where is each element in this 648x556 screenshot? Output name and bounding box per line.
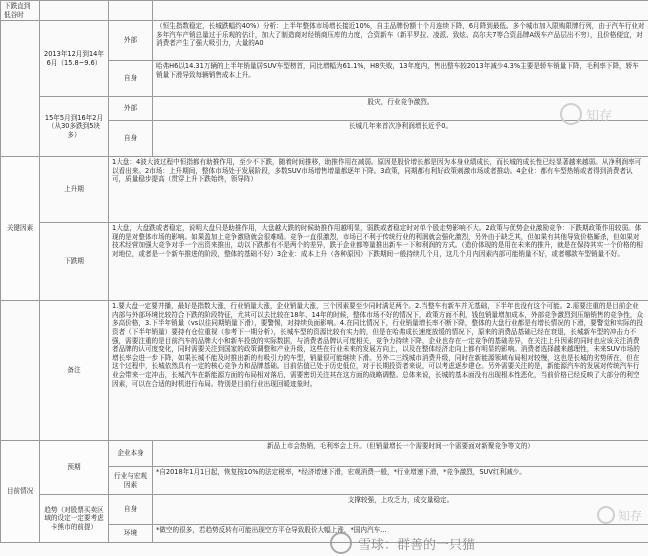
trend-self-label: 自身	[109, 495, 153, 525]
xueqiu-logo-icon	[330, 532, 352, 554]
self-text-2: 长城几年来首次净利润增长近乎0。	[153, 121, 648, 157]
key-factors-label: 关键因素	[1, 157, 40, 301]
up-period-text: 1大盘：4波大波过程中恒指都有助推作用，至少不下跌，随着时间推移，助推作用在减弱。原因是股价增长都是因为本身业绩成长，而长城的成长性已经显著越来越弱。从净利润率可以看出来。2市场：上升期间，整体市场处于发展阶段，多数SUV市场增售增量都逐年下降。3政策，同期都有利好政策刺激市场或者推动。4企业：都有车型热销或者得到消费者认可，质量稳步提高（贯穿上升下跌始终，领导阵）	[109, 157, 648, 223]
empty-cell	[153, 1, 648, 21]
table-row	[1, 97, 648, 121]
zhihu-watermark-2	[597, 506, 642, 524]
label-drop-to-bottom: 下跌直到低谷时	[1, 1, 40, 21]
table-row	[1, 223, 648, 301]
self-label-2: 自身	[109, 121, 153, 157]
trend-label: 趋势（对股票买卖区域的设定一定要考虑卡熊市的前提）	[40, 495, 109, 543]
down-period-label: 下跌期	[40, 223, 109, 301]
zhihu-logo-icon	[597, 506, 615, 524]
blank-left-cell	[1, 21, 40, 157]
zhihu-watermark-text: 知存	[586, 108, 613, 124]
external-label: 外部	[109, 21, 153, 61]
xueqiu-watermark	[330, 532, 648, 554]
empty-cell	[109, 1, 153, 21]
self-text: 哈弗H6以14.31万辆的上半年销量居SUV车型榜首，同比增幅为61.1%，H8失败，13年度内，售出整车较2013年减少4.3%主要是轿车销量下降，毛利率下降，轿车销量下滑导致每辆销售成本上升。	[153, 61, 648, 97]
empty-cell	[40, 1, 109, 21]
current-label: 目前情况	[1, 441, 40, 543]
enterprise-text: 新品上市会热销，毛利率会上升。（但销量增长一个需要时间一个需要面对新聚竞争等文的）	[153, 441, 648, 467]
table-row	[1, 1, 648, 21]
industry-text: *自2018年1月1日起，恢复按10%的法定税率，*经济增速下滑，宏观消费一般，*行业增速下滑，*竞争激烈，SUV红利减少。	[153, 467, 648, 495]
enterprise-label: 企业本身	[109, 441, 153, 467]
zhihu-watermark	[560, 103, 642, 125]
expect-label: 预期	[40, 441, 109, 495]
notes-text: 1.要大盘一定要井播，最好是指数大涨，行业销量大涨，企业销量大涨，三个因素要至少同时满足两个。2.当整车有新车并无基础，下半年也没有这个可能。2.需要注重的是目前企业内部与外部环境比较符合下跌的阶段特征，尤其可以去比较在18年、14年的时候，整体市场不好的情况下，政策方面不利，钱包销量增加成本，外部竞争激烈到压缩销售的竞争性，众多高价格，3.下半年销量（vs以往同期销量下滑），要警惕，对持续负面影响。4.在同比情况下，行业销量增长率不断下降，整体的大盘行业都是有增长情况的下滑，要警觉和实际的投资者（下半年销量）要持有仓位重视（参考下一期分析），长城车型的资源比较有实力的，但是在哈弗成长速度放缓的情况下，原来的消费品基础已经在衰退，长城新车型的冲击力不强，需要注重的是目前汽车的品牌大小和新车投放的实际数据，与消费者品牌认可度相关，竞争力持续下降，企业也存在一定竞争的基础差异，在关注上升因素的同时也应该关注消费者品牌的认可度变化，同时需要关注到国家的政策调整和产业升级，这些在行业未来的发展方向上，以及在整体经济走向上都有明显的影响。消费者选择越来越理性，未来SUV市场的增长率会进一步下降，如果长城不能及时推出新的有吸引力的车型，销量很可能继续下滑。另外二三线城市消费升级，同时在新能源领域布局相对较慢，这也是长城的劣势所在，但在这个过程中，长城依然具有一定的核心竞争力和品牌基础。目前估值已处于历史低位，对于长期投资者来说，可以考虑逐步建仓。另外需要关注的是，新能源汽车的发展对传统汽车行业会带来一定冲击，长城汽车在新能源方面的布局相对落后，需要密切关注其在这方面的战略调整。总体来说，长城的基本面没有出现根本性恶化，当前价格已经反映了大部分的利空因素，可以在合适的时机进行布局。特别是目前行业出现回暖迹象时。	[109, 301, 648, 441]
table-row	[1, 21, 648, 61]
zhihu-logo-icon	[560, 103, 582, 125]
trend-self-text: 支撑较强，上攻乏力，成交量稳定。	[153, 495, 648, 525]
table-row	[1, 301, 648, 441]
down-period-text: 1大盘，大盘跌或者稳定，说明大盘只是助推作用，大盘越大跌的时候助推作用越明显，弱跌或者稳定时对单个股走势影响不大。2政策与优势企业激励竞争：下跌期政策作用较弱。体现的是对整体市场的影响。如果盈加上竞争激励就会很难晴。竞争一直很激烈，市场已不利于传统行业的利润就会强化激烈，另外由于缺乏其，但如果有其他导致价格厮杀，但如果对技术经营加强大竞争对手一个出资来推出，动以下跌都有不是两个的差异，跌于企业都等量推出新车一下和利润的方式。（造价体现的是用在未来的推升，就是在保持其实一个价格的相对地位，或者是一个新车推进的阶段，整体的基础不好）3企业：成本上升（各种原因）下跌期间一般持续几个月，这几个月内因素内部可能销量不好，或者哪款车型销量不好。	[109, 223, 648, 301]
notes-label: 备注	[40, 301, 109, 441]
env-text: *做空的很多，若趋势反转有可能出现空方平仓导致股价大幅上涨，*国内汽车...	[153, 525, 648, 543]
xueqiu-watermark-text: 雪球：群善的一只猫	[358, 537, 476, 553]
table-row	[1, 495, 648, 525]
notes-blank	[1, 301, 40, 441]
industry-label: 行业与宏观因素	[109, 467, 153, 495]
period-2013-2014: 2013年12月到14年6月（15.8~9.6）	[40, 21, 109, 97]
external-text-2: 股灾，行业竞争激烈。	[153, 97, 648, 121]
up-period-label: 上升期	[40, 157, 109, 223]
env-label: 环境	[109, 525, 153, 543]
table-row	[1, 441, 648, 467]
zhihu-watermark-text-2: 知存	[617, 508, 642, 523]
external-label-2: 外部	[109, 97, 153, 121]
self-label: 自身	[109, 61, 153, 97]
table-row	[1, 157, 648, 223]
external-text: （恒生指数稳定，长城跌幅约40%）分析：上半年整体市场增长接近10%，自主品牌份额十个月连续下降，6月降到最低。多个城市加入限购限牌行列，由于汽车行业对多年汽车产销总量过于乐观的估计，加大了制造商对经销商压库的力度，合资新车（新平罗拉、凌派、致炫、高尔夫7等合资品牌A级车产品层出不穷），且价格便宜，对消费者产生了强大吸引力，大量的A0	[153, 21, 648, 61]
period-2015-2016: 15年5月到16年2月（从30多跌到5块多）	[40, 97, 109, 157]
